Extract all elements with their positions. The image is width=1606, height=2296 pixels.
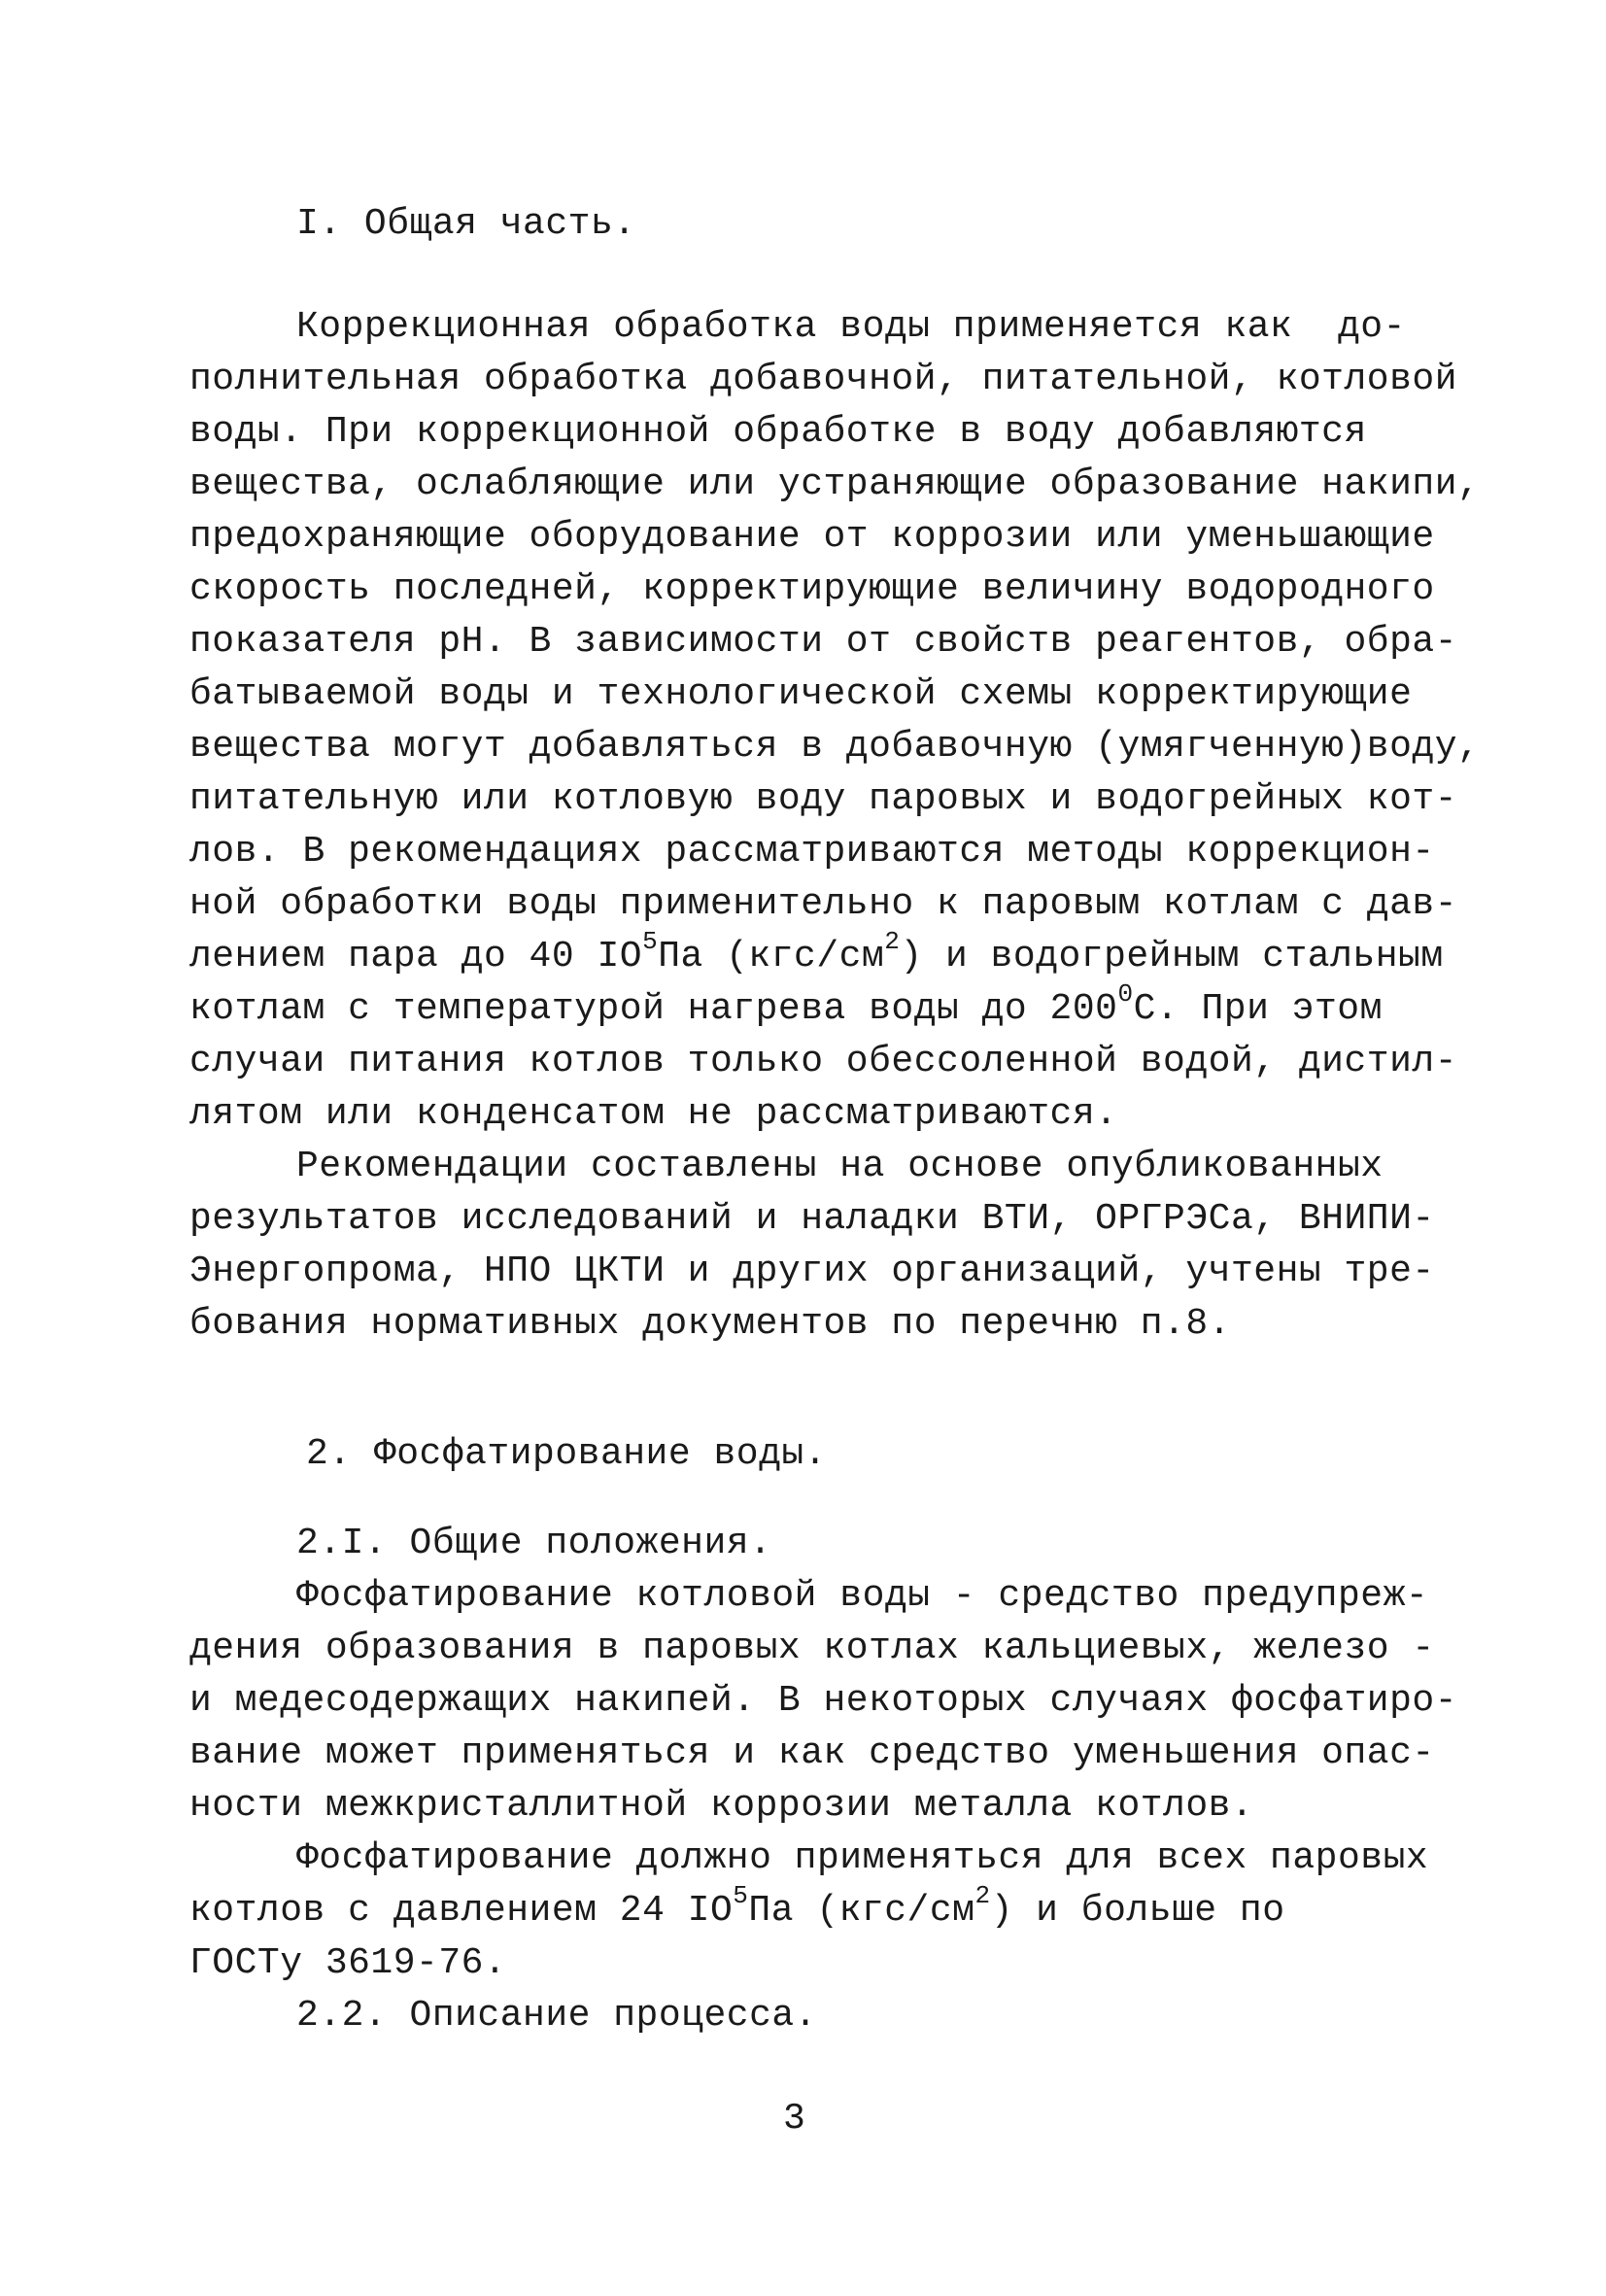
text-line: Фосфатирование котловой воды - средство предупреж-	[296, 1575, 1429, 1617]
text-line: Энергопрома, НПО ЦКТИ и других организаций, учтены тре-	[189, 1251, 1435, 1292]
text-line: дения образования в паровых котлах кальциевых, железо -	[189, 1628, 1435, 1669]
superscript: 2	[884, 927, 901, 956]
text-line: лятом или конденсатом не рассматриваются.	[189, 1093, 1118, 1135]
text-line: ной обработки воды применительно к паровым котлам с дав-	[189, 883, 1458, 925]
superscript: 2	[974, 1881, 991, 1910]
text-line: и медесодержащих накипей. В некоторых случаях фосфатиро-	[189, 1680, 1458, 1722]
text-line: полнительная обработка добавочной, питательной, котловой	[189, 359, 1458, 400]
text-line: Фосфатирование должно применяться для всех паровых	[296, 1837, 1429, 1879]
superscript: 5	[642, 927, 659, 956]
text-line: Рекомендации составлены на основе опубликованных	[296, 1146, 1384, 1187]
subsection-2-2-heading: 2.2. Описание процесса.	[296, 1995, 817, 2037]
text-line: предохраняющие оборудование от коррозии или уменьшающие	[189, 516, 1435, 558]
text-line: вание может применяться и как средство уменьшения опас-	[189, 1732, 1435, 1774]
text-fragment: котлам с температурой нагрева воды до 200	[189, 988, 1118, 1030]
text-line: ности межкристаллитной коррозии металла котлов.	[189, 1785, 1254, 1827]
text-line: вещества, ослабляющие или устраняющие образование накипи,	[189, 463, 1481, 505]
text-fragment: ) и водогрейным стальным	[900, 936, 1444, 977]
text-line: воды. При коррекционной обработке в воду добавляются	[189, 411, 1367, 453]
section-1-heading: I. Общая часть.	[296, 203, 636, 245]
text-line: лов. В рекомендациях рассматриваются методы коррекцион-	[189, 831, 1435, 873]
text-line	[189, 979, 1383, 1030]
text-fragment: ) и больше по	[990, 1890, 1285, 1932]
text-line: случаи питания котлов только обессоленной водой, дистил-	[189, 1041, 1458, 1082]
text-line: показателя pH. В зависимости от свойств реагентов, обра-	[189, 621, 1458, 663]
text-line	[189, 927, 1444, 977]
page-number: 3	[783, 2098, 805, 2140]
subsection-2-1-heading: 2.I. Общие положения.	[296, 1523, 772, 1564]
text-line: вещества могут добавляться в добавочную (умягченную)воду,	[189, 726, 1481, 768]
text-line: питательную или котловую воду паровых и водогрейных кот-	[189, 778, 1458, 820]
section-2-heading: 2. Фосфатирование воды.	[306, 1433, 827, 1475]
text-line: скорость последней, корректирующие величину водородного	[189, 568, 1435, 610]
text-line: бования нормативных документов по перечню п.8.	[189, 1303, 1231, 1345]
text-line: батываемой воды и технологической схемы корректирующие	[189, 673, 1413, 715]
text-line: результатов исследований и наладки ВТИ, ОРГРЭСа, ВНИПИ-	[189, 1198, 1435, 1240]
superscript: 0	[1117, 979, 1134, 1009]
text-fragment: Па (кгс/см	[748, 1890, 975, 1932]
text-line	[189, 1881, 1285, 1932]
text-fragment: Па (кгс/см	[658, 936, 885, 977]
text-fragment: котлов с давлением 24 IO	[189, 1890, 734, 1932]
superscript: 5	[733, 1881, 749, 1910]
text-fragment: С. При этом	[1133, 988, 1383, 1030]
text-line: Коррекционная обработка воды применяется как до-	[296, 306, 1406, 348]
text-fragment: лением пара до 40 IO	[189, 936, 643, 977]
text-line: ГОСТу 3619-76.	[189, 1942, 507, 1984]
